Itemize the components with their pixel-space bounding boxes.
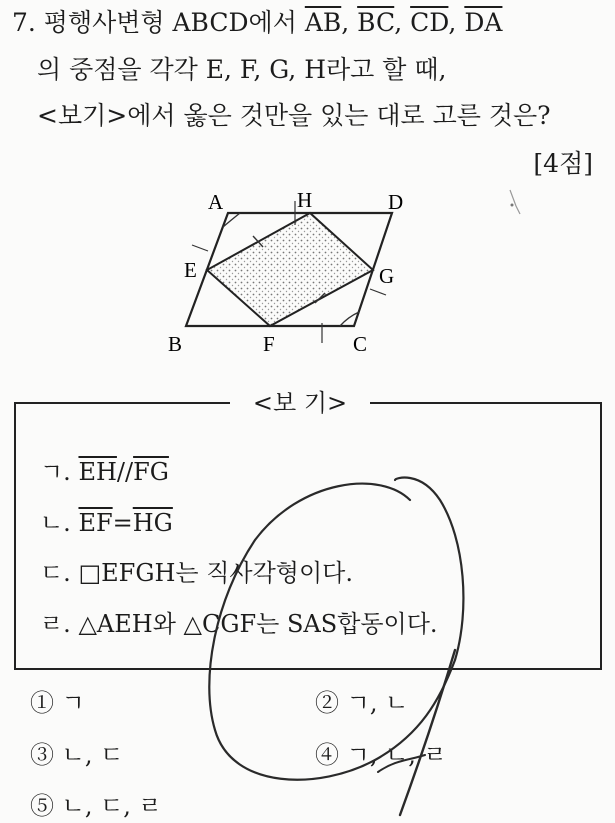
bogi-item-4 <box>40 609 438 639</box>
bogi-item-3 <box>40 558 353 588</box>
choice-number: ② <box>315 689 339 717</box>
separator: , <box>341 8 350 37</box>
choice-number: ⑤ <box>30 792 54 820</box>
item-text: △AEH와 △CGF는 SAS합동이다. <box>78 610 438 638</box>
label-d: D <box>388 190 404 214</box>
choice-1[interactable] <box>30 688 85 718</box>
item-prefix: ㄷ. <box>40 559 71 587</box>
parallelogram-figure <box>150 185 420 360</box>
item-prefix: ㄱ. <box>40 458 71 486</box>
label-a: A <box>208 190 224 214</box>
segment-hg: $\overline{HG}$ <box>132 509 173 537</box>
question-line-3: <보기>에서 옳은 것만을 있는 대로 고른 것은? <box>37 101 551 130</box>
choice-3[interactable] <box>30 740 123 770</box>
choice-5[interactable] <box>30 791 162 821</box>
choice-number: ③ <box>30 741 54 769</box>
tick-mark <box>370 289 386 295</box>
segment-ef: $\overline{EF}$ <box>78 509 113 537</box>
question-stem: 7. 평행사변형 ABCD에서 <box>12 8 297 37</box>
segment-ab: $\overline{AB}$ <box>304 8 342 37</box>
quadrilateral-efgh <box>207 213 373 326</box>
choice-2[interactable] <box>315 688 408 718</box>
label-c: C <box>353 332 368 356</box>
segment-da: $\overline{DA}$ <box>464 8 503 37</box>
choice-number: ④ <box>315 741 339 769</box>
bogi-item-1 <box>40 457 169 487</box>
bogi-item-2 <box>40 508 173 538</box>
label-g: G <box>379 264 395 288</box>
segment-eh: $\overline{EH}$ <box>78 458 117 486</box>
separator: , <box>394 8 403 37</box>
choice-text: ㄱ <box>61 689 85 717</box>
item-prefix: ㄴ. <box>40 509 71 537</box>
bogi-title: <보 기> <box>230 389 370 417</box>
equals-symbol: = <box>112 509 133 537</box>
choice-text: ㄴ, ㄷ, ㄹ <box>61 792 162 820</box>
label-f: F <box>263 332 275 356</box>
choice-4[interactable] <box>315 740 447 770</box>
label-b: B <box>168 332 183 356</box>
label-e: E <box>184 258 197 282</box>
choice-text: ㄱ, ㄴ, ㄹ <box>346 741 447 769</box>
choice-number: ① <box>30 689 54 717</box>
question-line-1 <box>12 6 502 40</box>
separator: , <box>448 8 457 37</box>
choice-text: ㄴ, ㄷ <box>61 741 124 769</box>
segment-cd: $\overline{CD}$ <box>410 8 449 37</box>
points-label: [4점] <box>533 149 593 178</box>
tick-mark <box>192 245 208 251</box>
segment-fg: $\overline{FG}$ <box>133 458 169 486</box>
item-text: □EFGH는 직사각형이다. <box>78 559 353 587</box>
segment-bc: $\overline{BC}$ <box>357 8 395 37</box>
item-prefix: ㄹ. <box>40 610 71 638</box>
parallel-symbol: // <box>116 458 134 486</box>
question-line-2: 의 중점을 각각 E, F, G, H라고 할 때, <box>37 55 447 84</box>
label-h: H <box>297 188 313 212</box>
choice-text: ㄱ, ㄴ <box>346 689 409 717</box>
